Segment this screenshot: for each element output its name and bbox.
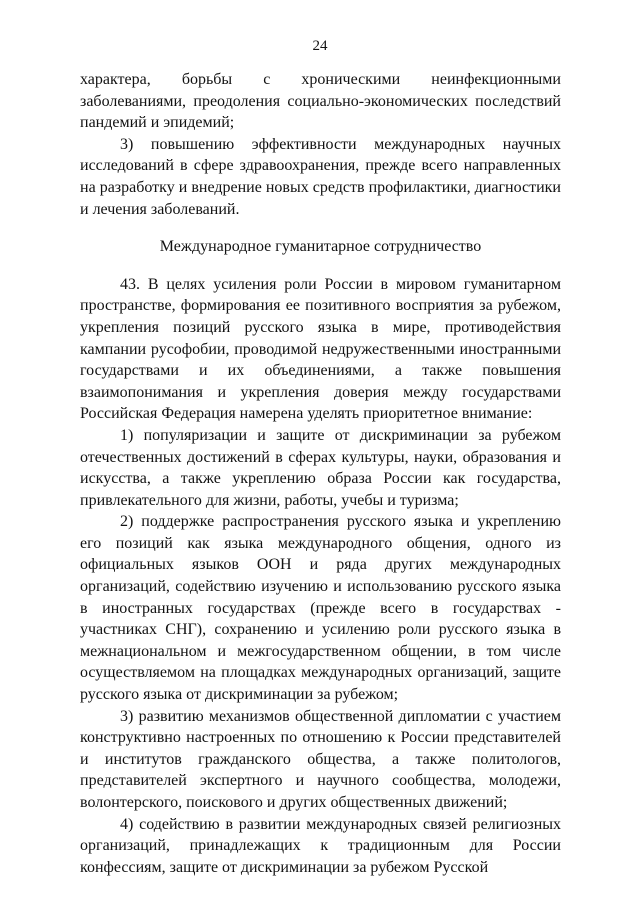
- page-number: 24: [312, 38, 328, 54]
- paragraph-item-3: 3) повышению эффективности международных научных исследований в сфере здравоохранения, прежде всего направленных на разработку и внедрение новых средств профилактики, диагностики и лечения заболеваний.: [80, 135, 561, 218]
- paragraph-item-1: 1) популяризации и защите от дискриминации за рубежом отечественных достижений в сферах культуры, науки, образования и искусства, а также укреплению образа России как государства, привлекательного для жизни, работы, учебы и туризма;: [80, 426, 561, 509]
- paragraph-item-3-public-diplomacy: 3) развитию механизмов общественной дипломатии с участием конструктивно настроенных по отношению к России представителей и институтов гражданского общества, а также политологов, представителей экспертного и научного сообщества, молодежи, волонтерского, поискового и других общественных движений;: [80, 707, 561, 811]
- document-body: [80, 69, 561, 878]
- paragraph-43: 43. В целях усиления роли России в мировом гуманитарном пространстве, формирования ее позитивного восприятия за рубежом, укрепления позиций русского языка в мире, противодействия кампании русофобии, проводимой недружественными иностранными государствами и их объединениями, а также повышения взаимопонимания и укрепления доверия между государствами Российская Федерация намерена уделять приоритетное внимание:: [80, 275, 561, 423]
- section-heading: Международное гуманитарное сотрудничество: [159, 238, 482, 256]
- paragraph-item-4: 4) содействию в развитии международных связей религиозных организаций, принадлежащих к традиционным для России конфессиям, защите от дискриминации за рубежом Русской: [80, 815, 561, 876]
- paragraph-continuation: характера, борьбы с хроническими неинфекционными заболеваниями, преодоления социально-экономических последствий пандемий и эпидемий;: [80, 71, 561, 132]
- paragraph-item-2: 2) поддержке распространения русского языка и укреплению его позиций как языка международного общения, одного из официальных языков ООН и ряда других международных организаций, содействию изучению и использованию русского языка в иностранных государствах (прежде всего в государствах - участниках СНГ), сохранению и усилению роли русского языка в межнациональном и межгосударственном общении, в том числе осуществляемом на площадках международных организаций, защите русского языка от дискриминации за рубежом;: [80, 513, 561, 704]
